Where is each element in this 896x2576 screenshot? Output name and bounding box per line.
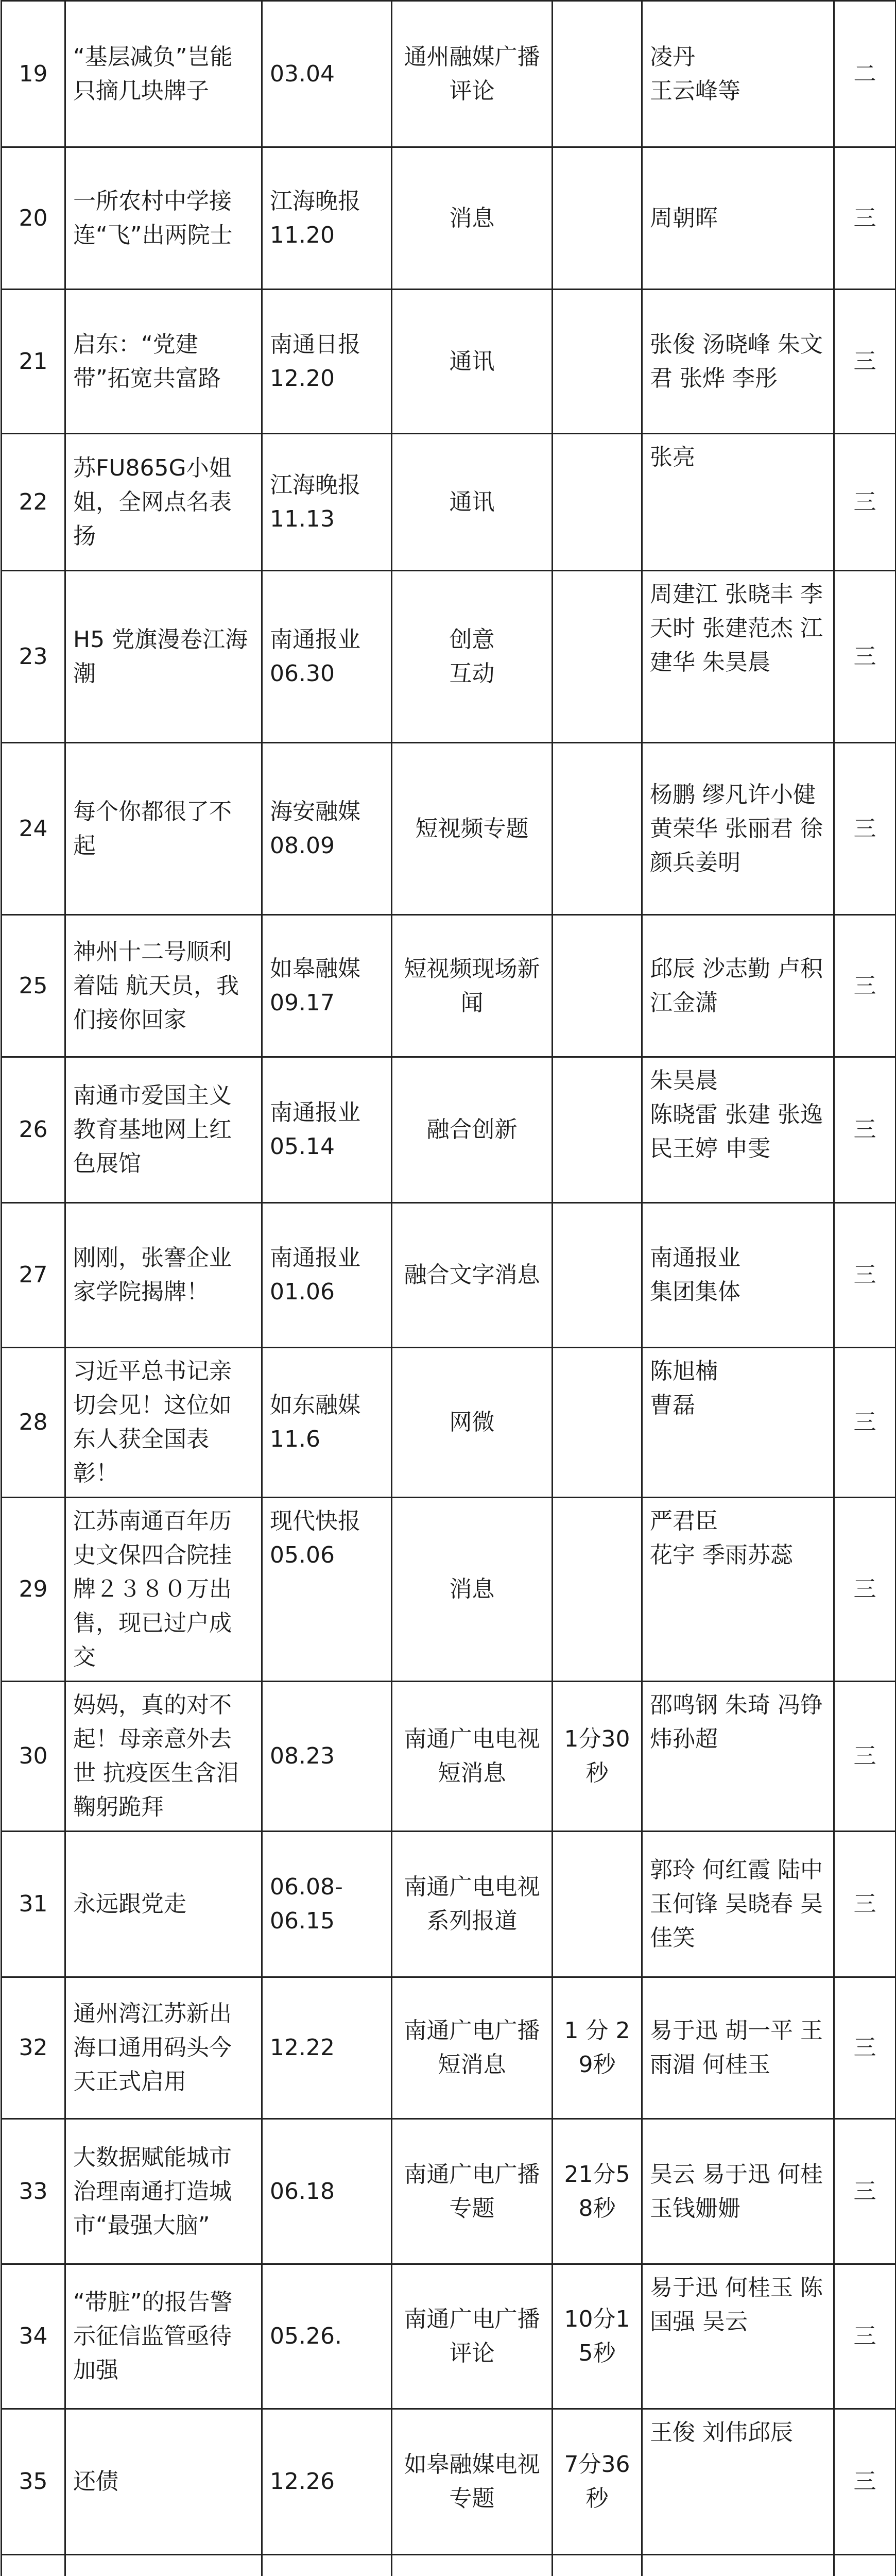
entry-length: 21分58秒 bbox=[553, 2119, 642, 2264]
table-row bbox=[2, 2555, 896, 2576]
row-number: 20 bbox=[2, 147, 65, 290]
table-row bbox=[2, 1977, 896, 2119]
entry-title: 习近平总书记亲切会见！这位如东人获全国表彰！ bbox=[65, 1348, 262, 1498]
table-body bbox=[2, 1, 896, 2576]
award-rank: 三 bbox=[834, 2119, 896, 2264]
entry-authors: 南通报业 集团集体 bbox=[642, 1203, 834, 1348]
row-number: 29 bbox=[2, 1498, 65, 1682]
award-rank: 三 bbox=[834, 2264, 896, 2409]
table-row bbox=[2, 1, 896, 147]
table-row bbox=[2, 434, 896, 571]
table-row bbox=[2, 1498, 896, 1682]
entry-length bbox=[553, 915, 642, 1057]
table-row bbox=[2, 571, 896, 743]
table-row bbox=[2, 2119, 896, 2264]
entry-authors: 凌丹 王云峰等 bbox=[642, 1, 834, 147]
publisher-date: 如东融媒 11.6 bbox=[262, 1348, 392, 1498]
publisher-date: 03.04 bbox=[262, 1, 392, 147]
entry-type: 南通广电电视系列报道 bbox=[392, 1832, 553, 1977]
table-row bbox=[2, 915, 896, 1057]
publisher-date: 05.26. bbox=[262, 2264, 392, 2409]
entry-authors: 易于迅 胡一平 王雨湄 何桂玉 bbox=[642, 1977, 834, 2119]
award-rank: 三 bbox=[834, 571, 896, 743]
award-rank: 三 bbox=[834, 1832, 896, 1977]
row-number: 23 bbox=[2, 571, 65, 743]
award-rank: 三 bbox=[834, 2409, 896, 2555]
publisher-date: 12.26 bbox=[262, 2409, 392, 2555]
entry-type: 融合创新 bbox=[392, 1057, 553, 1203]
row-number: 26 bbox=[2, 1057, 65, 1203]
publisher-date: 12.22 bbox=[262, 1977, 392, 2119]
row-number: 24 bbox=[2, 743, 65, 915]
entry-title: 一所农村中学接连“飞”出两院士 bbox=[65, 147, 262, 290]
entry-authors: 邱辰 沙志勤 卢积江金潇 bbox=[642, 915, 834, 1057]
entry-title: 还债 bbox=[65, 2409, 262, 2555]
row-number: 34 bbox=[2, 2264, 65, 2409]
entry-authors: 周朝晖 bbox=[642, 147, 834, 290]
row-number: 30 bbox=[2, 1682, 65, 1832]
entry-type: 网微 bbox=[392, 1348, 553, 1498]
row-number: 35 bbox=[2, 2409, 65, 2555]
award-rank: 三 bbox=[834, 743, 896, 915]
table-row bbox=[2, 147, 896, 290]
entry-length bbox=[553, 571, 642, 743]
publisher-date: 南通日报 12.20 bbox=[262, 290, 392, 434]
award-rank: 三 bbox=[834, 915, 896, 1057]
entry-type: 短视频专题 bbox=[392, 743, 553, 915]
entry-type: 通讯 bbox=[392, 434, 553, 571]
entry-title: 江苏南通百年历史文保四合院挂牌２３８０万出售，现已过户成交 bbox=[65, 1498, 262, 1682]
entry-type: 消息 bbox=[392, 1498, 553, 1682]
entry-authors: 杨鹏 缪凡许小健 黄荣华 张丽君 徐颜兵姜明 bbox=[642, 743, 834, 915]
publisher-date: 08.23 bbox=[262, 1682, 392, 1832]
row-number: 32 bbox=[2, 1977, 65, 2119]
entry-length: 7分36秒 bbox=[553, 2409, 642, 2555]
entry-authors: 邵鸣钢 朱琦 冯铮炜孙超 bbox=[642, 1682, 834, 1832]
table-row bbox=[2, 1348, 896, 1498]
publisher-date bbox=[262, 2555, 392, 2576]
entry-length bbox=[553, 1832, 642, 1977]
award-rank: 三 bbox=[834, 1057, 896, 1203]
award-rank bbox=[834, 2555, 896, 2576]
entry-authors: 吴云 易于迅 何桂玉钱姗姗 bbox=[642, 2119, 834, 2264]
entry-title: “带脏”的报告警示征信监管亟待加强 bbox=[65, 2264, 262, 2409]
entry-type: 通州融媒广播评论 bbox=[392, 1, 553, 147]
table-row bbox=[2, 1057, 896, 1203]
entry-authors: 严君臣 花宇 季雨苏蕊 bbox=[642, 1498, 834, 1682]
entry-type: 南通广电电视短消息 bbox=[392, 1682, 553, 1832]
entry-title: 启东：“党建带”拓宽共富路 bbox=[65, 290, 262, 434]
entry-type bbox=[392, 2555, 553, 2576]
entry-length bbox=[553, 1057, 642, 1203]
entry-length: 10分15秒 bbox=[553, 2264, 642, 2409]
entry-type: 通讯 bbox=[392, 290, 553, 434]
entry-title: 南通市爱国主义教育基地网上红色展馆 bbox=[65, 1057, 262, 1203]
row-number: 25 bbox=[2, 915, 65, 1057]
table-row bbox=[2, 2409, 896, 2555]
table-row bbox=[2, 1203, 896, 1348]
entry-authors: 张俊 汤晓峰 朱文君 张烨 李彤 bbox=[642, 290, 834, 434]
entry-authors: 郭玲 何红霞 陆中玉何锋 吴晓春 吴佳笑 bbox=[642, 1832, 834, 1977]
award-rank: 三 bbox=[834, 1682, 896, 1832]
publisher-date: 南通报业 06.30 bbox=[262, 571, 392, 743]
entry-title bbox=[65, 2555, 262, 2576]
publisher-date: 如皋融媒 09.17 bbox=[262, 915, 392, 1057]
entry-length bbox=[553, 1348, 642, 1498]
table-row bbox=[2, 1832, 896, 1977]
entry-type: 短视频现场新闻 bbox=[392, 915, 553, 1057]
entry-title: 妈妈，真的对不起！母亲意外去世 抗疫医生含泪鞠躬跪拜 bbox=[65, 1682, 262, 1832]
entry-length: 1分30秒 bbox=[553, 1682, 642, 1832]
entry-type: 消息 bbox=[392, 147, 553, 290]
entry-type: 如皋融媒电视专题 bbox=[392, 2409, 553, 2555]
award-rank: 三 bbox=[834, 147, 896, 290]
entry-type: 融合文字消息 bbox=[392, 1203, 553, 1348]
entry-title: 苏FU865G小姐姐，全网点名表扬 bbox=[65, 434, 262, 571]
row-number: 21 bbox=[2, 290, 65, 434]
entry-length bbox=[553, 1498, 642, 1682]
entry-title: 每个你都很了不起 bbox=[65, 743, 262, 915]
publisher-date: 06.18 bbox=[262, 2119, 392, 2264]
entry-type: 南通广电广播评论 bbox=[392, 2264, 553, 2409]
row-number: 28 bbox=[2, 1348, 65, 1498]
entry-title: 永远跟党走 bbox=[65, 1832, 262, 1977]
publisher-date: 南通报业 01.06 bbox=[262, 1203, 392, 1348]
table-row bbox=[2, 290, 896, 434]
row-number: 33 bbox=[2, 2119, 65, 2264]
publisher-date: 南通报业 05.14 bbox=[262, 1057, 392, 1203]
entry-title: H5 党旗漫卷江海潮 bbox=[65, 571, 262, 743]
entry-authors: 易于迅 何桂玉 陈国强 吴云 bbox=[642, 2264, 834, 2409]
row-number: 22 bbox=[2, 434, 65, 571]
entry-authors: 张亮 bbox=[642, 434, 834, 571]
entry-authors: 朱昊晨 陈晓雷 张建 张逸民王婷 申雯 bbox=[642, 1057, 834, 1203]
entry-type: 创意 互动 bbox=[392, 571, 553, 743]
publisher-date: 江海晚报 11.20 bbox=[262, 147, 392, 290]
award-rank: 三 bbox=[834, 1977, 896, 2119]
table-row bbox=[2, 1682, 896, 1832]
award-rank: 三 bbox=[834, 1348, 896, 1498]
entry-length bbox=[553, 743, 642, 915]
entry-length bbox=[553, 1203, 642, 1348]
award-rank: 三 bbox=[834, 290, 896, 434]
entry-length bbox=[553, 1, 642, 147]
entry-type: 南通广电广播短消息 bbox=[392, 1977, 553, 2119]
entry-type: 南通广电广播专题 bbox=[392, 2119, 553, 2264]
table-row bbox=[2, 743, 896, 915]
entry-title: 大数据赋能城市治理南通打造城市“最强大脑” bbox=[65, 2119, 262, 2264]
entry-title: “基层减负”岂能只摘几块牌子 bbox=[65, 1, 262, 147]
publisher-date: 现代快报 05.06 bbox=[262, 1498, 392, 1682]
entry-title: 通州湾江苏新出海口通用码头今天正式启用 bbox=[65, 1977, 262, 2119]
entry-authors: 周建江 张晓丰 李天时 张建范杰 江建华 朱昊晨 bbox=[642, 571, 834, 743]
entry-authors bbox=[642, 2555, 834, 2576]
award-rank: 三 bbox=[834, 434, 896, 571]
table-row bbox=[2, 2264, 896, 2409]
entry-length bbox=[553, 434, 642, 571]
entry-length bbox=[553, 147, 642, 290]
publisher-date: 江海晚报 11.13 bbox=[262, 434, 392, 571]
publisher-date: 海安融媒 08.09 bbox=[262, 743, 392, 915]
row-number: 31 bbox=[2, 1832, 65, 1977]
entry-title: 神州十二号顺利着陆 航天员，我们接你回家 bbox=[65, 915, 262, 1057]
award-rank: 三 bbox=[834, 1203, 896, 1348]
entry-length: 1 分 2 9秒 bbox=[553, 1977, 642, 2119]
row-number: 19 bbox=[2, 1, 65, 147]
entry-authors: 陈旭楠 曹磊 bbox=[642, 1348, 834, 1498]
entry-authors: 王俊 刘伟邱辰 bbox=[642, 2409, 834, 2555]
publisher-date: 06.08- 06.15 bbox=[262, 1832, 392, 1977]
row-number: 27 bbox=[2, 1203, 65, 1348]
entry-title: 刚刚，张謇企业家学院揭牌！ bbox=[65, 1203, 262, 1348]
entry-length bbox=[553, 2555, 642, 2576]
award-rank: 三 bbox=[834, 1498, 896, 1682]
award-rank: 二 bbox=[834, 1, 896, 147]
entry-length bbox=[553, 290, 642, 434]
awards-table bbox=[1, 0, 896, 2576]
row-number bbox=[2, 2555, 65, 2576]
